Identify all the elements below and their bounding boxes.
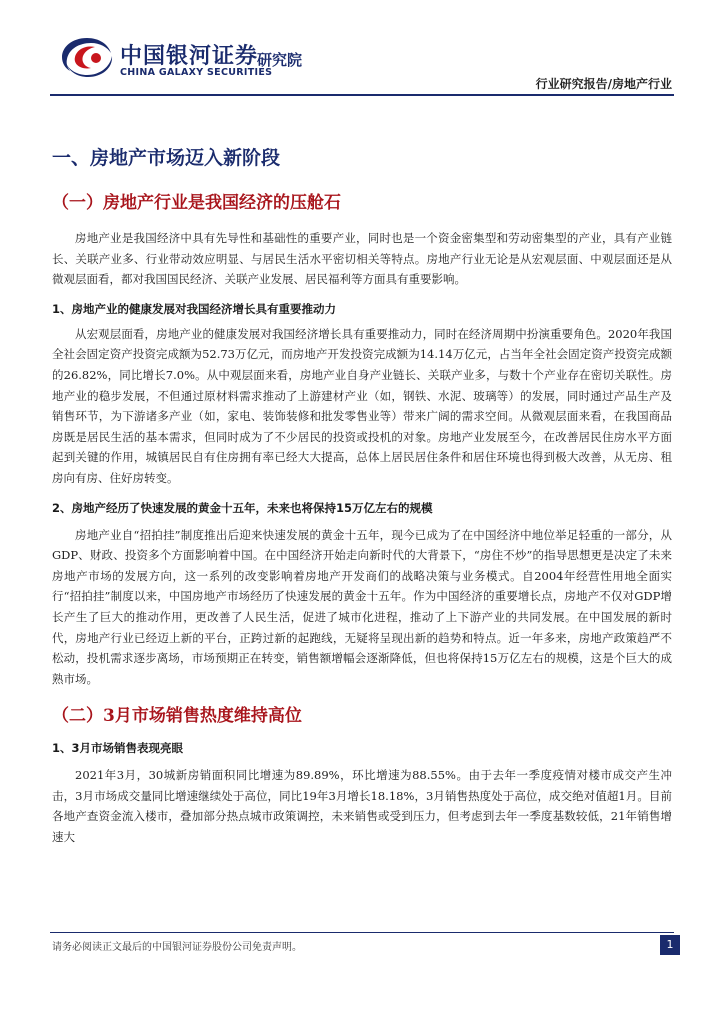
point-paragraph-2: 房地产业自“招拍挂”制度推出后迎来快速发展的黄金十五年，现今已成为了在中国经济中地位举足轻重的一部分，从GDP、财政、投资多个方面影响着中国。在中国经济开始走向新时代的大背景下，“房住不炒”的指导思想更是决定了未来房地产市场的发展方向，这一系列的改变影响着房地产开发商们的战略决策与业务模式。自2004年经营性用地全面实行“招拍挂”制度以来，中国房地产市场经历了快速发展的黄金十五年。作为中国经济的重要增长点，房地产不仅对GDP增长产生了巨大的推动作用，更改善了人民生活，促进了城市化进程，推动了上下游产业的共同发展。在中国发展的新时代，房地产行业已经迈上新的平台，正跨过新的起跑线，无疑将呈现出新的趋势和特点。近一年多来，房地产政策趋严不松动，投机需求逐步离场，市场预期正在转变，销售额增幅会逐渐降低，但也将保持15万亿左右的规模，这是个巨大的成熟市场。 [52,527,672,686]
intro-paragraph: 房地产业是我国经济中具有先导性和基础性的重要产业，同时也是一个资金密集型和劳动密集型的产业，具有产业链长、关联产业多、行业带动效应明显、与居民生活水平密切相关等特点。房地产行业无论是从宏观层面、中观层面还是从微观层面看，都对我国国民经济、关联产业发展、居民福利等方面具有重要影响。 [52,231,672,287]
galaxy-logo-icon [60,36,114,78]
header-divider [50,94,674,96]
main-content [52,138,672,848]
page-number: 1 [660,935,680,955]
subsection-title-2: （二）3月市场销售热度维持高位 [52,706,302,727]
section-title: 一、房地产市场迈入新阶段 [52,147,281,169]
point-paragraph-3: 2021年3月，30城新房销面积同比增速为89.89%，环比增速为88.55%。由于去年一季度疫情对楼市成交产生冲击，3月市场成交量同比增速继续处于高位，同比19年3月增长18.18%，3月销售热度处于高位，成交绝对值超1月。目前各地产查资金流入楼市，叠加部分热点城市政策调控，未来销售或受到压力，但考虑到去年一季度基数较低，21年销售增速大 [52,768,672,845]
point-heading-3: 1、3月市场销售表现亮眼 [52,741,184,756]
footer-divider [50,932,674,933]
point-heading-1: 1、房地产业的健康发展对我国经济增长具有重要推动力 [52,301,336,316]
disclaimer-text: 请务必阅读正文最后的中国银河证券股份公司免责声明。 [52,942,302,953]
report-type-label: 行业研究报告/房地产行业 [535,77,672,91]
company-name-en: CHINA GALAXY SECURITIES [120,67,273,78]
page-header [0,0,724,100]
subsection-title-1: （一）房地产行业是我国经济的压舱石 [52,193,341,213]
point-paragraph-1: 从宏观层面看，房地产业的健康发展对我国经济增长具有重要推动力，同时在经济周期中扮演重要角色。2020年我国全社会固定资产投资完成额为52.73万亿元，而房地产开发投资完成额为14.14万亿元，占当年全社会固定资产投资完成额的26.82%，同比增长7.0%。从中观层面来看，房地产业自身产业链长、关联产业多，与数十个产业存在密切关联性。房地产业的稳步发展，不但通过原材料需求推动了上游建材产业（如，钢铁、水泥、玻璃等）的发展，同时通过产品生产及销售环节，为下游诸多产业（如，家电、装饰装修和批发零售业等）带来广阔的需求空间。从微观层面来看，在我国商品房既是居民生活的基本需求，但同时成为了不少居民的投资或投机的对象。房地产业发展至今，在改善居民住房水平方面起到关键的作用，城镇居民自有住房拥有率已经大大提高，总体上居民居住条件和居住环境也得到极大改善，从无房、租房向有房、住好房转变。 [52,326,672,485]
department-label: 研究院 [257,51,303,69]
point-heading-2: 2、房地产经历了快速发展的黄金十五年，未来也将保持15万亿左右的规模 [52,500,433,515]
company-name-cn: 中国银河证券 [120,44,259,69]
